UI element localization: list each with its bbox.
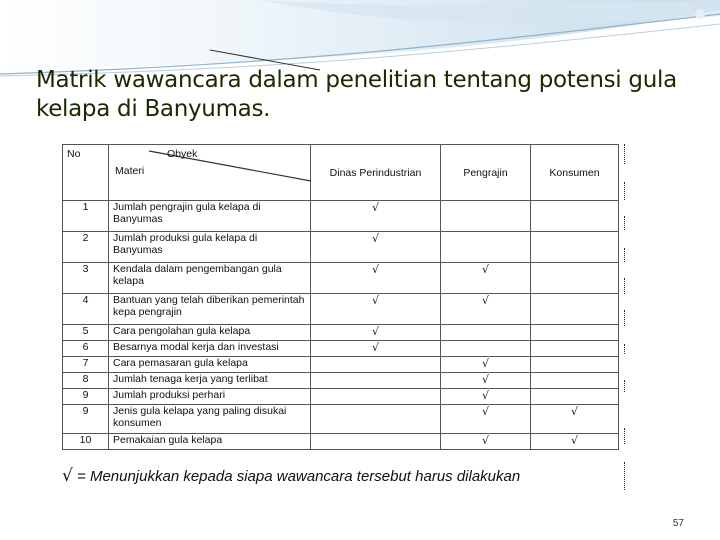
check-mark-icon: √ (371, 325, 379, 338)
row-number: 6 (63, 341, 109, 357)
cell-pengrajin (441, 389, 531, 405)
check-mark-icon: √ (371, 232, 379, 245)
cell-dinas (311, 263, 441, 294)
matrix-table (62, 144, 619, 450)
row-materi: Kendala dalam pengembangan gula kelapa (109, 263, 311, 294)
legend-check-icon: √ (62, 466, 73, 486)
table-row (63, 357, 619, 373)
row-materi: Pemakaian gula kelapa (109, 434, 311, 450)
table-row (63, 263, 619, 294)
cell-konsumen (531, 263, 619, 294)
row-materi: Cara pemasaran gula kelapa (109, 357, 311, 373)
cell-pengrajin (441, 357, 531, 373)
cell-pengrajin (441, 325, 531, 341)
cell-dinas (311, 232, 441, 263)
table-row (63, 325, 619, 341)
dotted-border (624, 310, 626, 326)
header-materi: Materi (115, 165, 145, 177)
check-mark-icon: √ (371, 294, 379, 307)
cell-pengrajin (441, 201, 531, 232)
cell-konsumen (531, 389, 619, 405)
row-number: 7 (63, 357, 109, 373)
row-materi: Bantuan yang telah diberikan pemerintah kepa pengrajin (109, 294, 311, 325)
header-dinas: Dinas Perindustrian (311, 145, 441, 201)
row-materi: Cara pengolahan gula kelapa (109, 325, 311, 341)
cell-dinas (311, 357, 441, 373)
slide-title: Matrik wawancara dalam penelitian tentang potensi gula kelapa di Banyumas. (36, 67, 677, 122)
cell-dinas (311, 405, 441, 434)
cell-pengrajin (441, 341, 531, 357)
row-number: 1 (63, 201, 109, 232)
table-row (63, 294, 619, 325)
cell-dinas (311, 325, 441, 341)
check-mark-icon: √ (481, 434, 489, 447)
cell-konsumen (531, 357, 619, 373)
row-materi: Jumlah produksi gula kelapa di Banyumas (109, 232, 311, 263)
row-number: 2 (63, 232, 109, 263)
row-materi: Jumlah pengrajin gula kelapa di Banyumas (109, 201, 311, 232)
row-number: 9 (63, 405, 109, 434)
table-row (63, 373, 619, 389)
row-materi: Jumlah produksi perhari (109, 389, 311, 405)
cell-pengrajin (441, 232, 531, 263)
cell-konsumen (531, 294, 619, 325)
cell-dinas (311, 341, 441, 357)
row-number: 8 (63, 373, 109, 389)
check-mark-icon: √ (481, 263, 489, 276)
row-number: 10 (63, 434, 109, 450)
check-mark-icon: √ (481, 405, 489, 418)
dotted-border (624, 428, 626, 444)
cell-dinas (311, 201, 441, 232)
check-mark-icon: √ (481, 294, 489, 307)
check-mark-icon: √ (570, 434, 578, 447)
check-mark-icon: √ (371, 341, 379, 354)
dotted-border (624, 182, 626, 200)
check-mark-icon: √ (481, 389, 489, 402)
dotted-border (624, 462, 626, 490)
dotted-border (624, 278, 626, 294)
table-header-row (63, 145, 619, 201)
check-mark-icon: √ (371, 201, 379, 214)
header-obyek-materi (109, 145, 311, 201)
row-materi: Jumlah tenaga kerja yang terlibat (109, 373, 311, 389)
cell-pengrajin (441, 263, 531, 294)
header-obyek: Obyek (167, 148, 198, 160)
table-row (63, 201, 619, 232)
row-number: 5 (63, 325, 109, 341)
cell-dinas (311, 389, 441, 405)
page-number: 57 (672, 518, 684, 529)
cell-pengrajin (441, 373, 531, 389)
cell-konsumen (531, 373, 619, 389)
row-materi: Besarnya modal kerja dan investasi (109, 341, 311, 357)
row-materi: Jenis gula kelapa yang paling disukai konsumen (109, 405, 311, 434)
dotted-border (624, 144, 626, 164)
cell-pengrajin (441, 405, 531, 434)
cell-konsumen (531, 325, 619, 341)
table-row (63, 232, 619, 263)
row-number: 3 (63, 263, 109, 294)
cell-konsumen (531, 434, 619, 450)
row-number: 4 (63, 294, 109, 325)
header-no: No (63, 145, 109, 201)
cell-dinas (311, 294, 441, 325)
header-konsumen: Konsumen (531, 145, 619, 201)
cell-konsumen (531, 405, 619, 434)
table-row (63, 405, 619, 434)
legend-text: = Menunjukkan kepada siapa wawancara tersebut harus dilakukan (77, 468, 521, 485)
cell-dinas (311, 373, 441, 389)
table-row (63, 341, 619, 357)
header-pengrajin: Pengrajin (441, 145, 531, 201)
cell-konsumen (531, 341, 619, 357)
cell-konsumen (531, 201, 619, 232)
dotted-border (624, 216, 626, 230)
legend (62, 466, 618, 490)
check-mark-icon: √ (371, 263, 379, 276)
dotted-border (624, 248, 626, 262)
table-row (63, 434, 619, 450)
check-mark-icon: √ (570, 405, 578, 418)
interview-matrix (62, 144, 634, 494)
row-number: 9 (63, 389, 109, 405)
cell-pengrajin (441, 434, 531, 450)
check-mark-icon: √ (481, 357, 489, 370)
cell-dinas (311, 434, 441, 450)
dotted-border (624, 344, 626, 354)
dotted-border (624, 380, 626, 392)
check-mark-icon: √ (481, 373, 489, 386)
table-row (63, 389, 619, 405)
cell-konsumen (531, 232, 619, 263)
cell-pengrajin (441, 294, 531, 325)
